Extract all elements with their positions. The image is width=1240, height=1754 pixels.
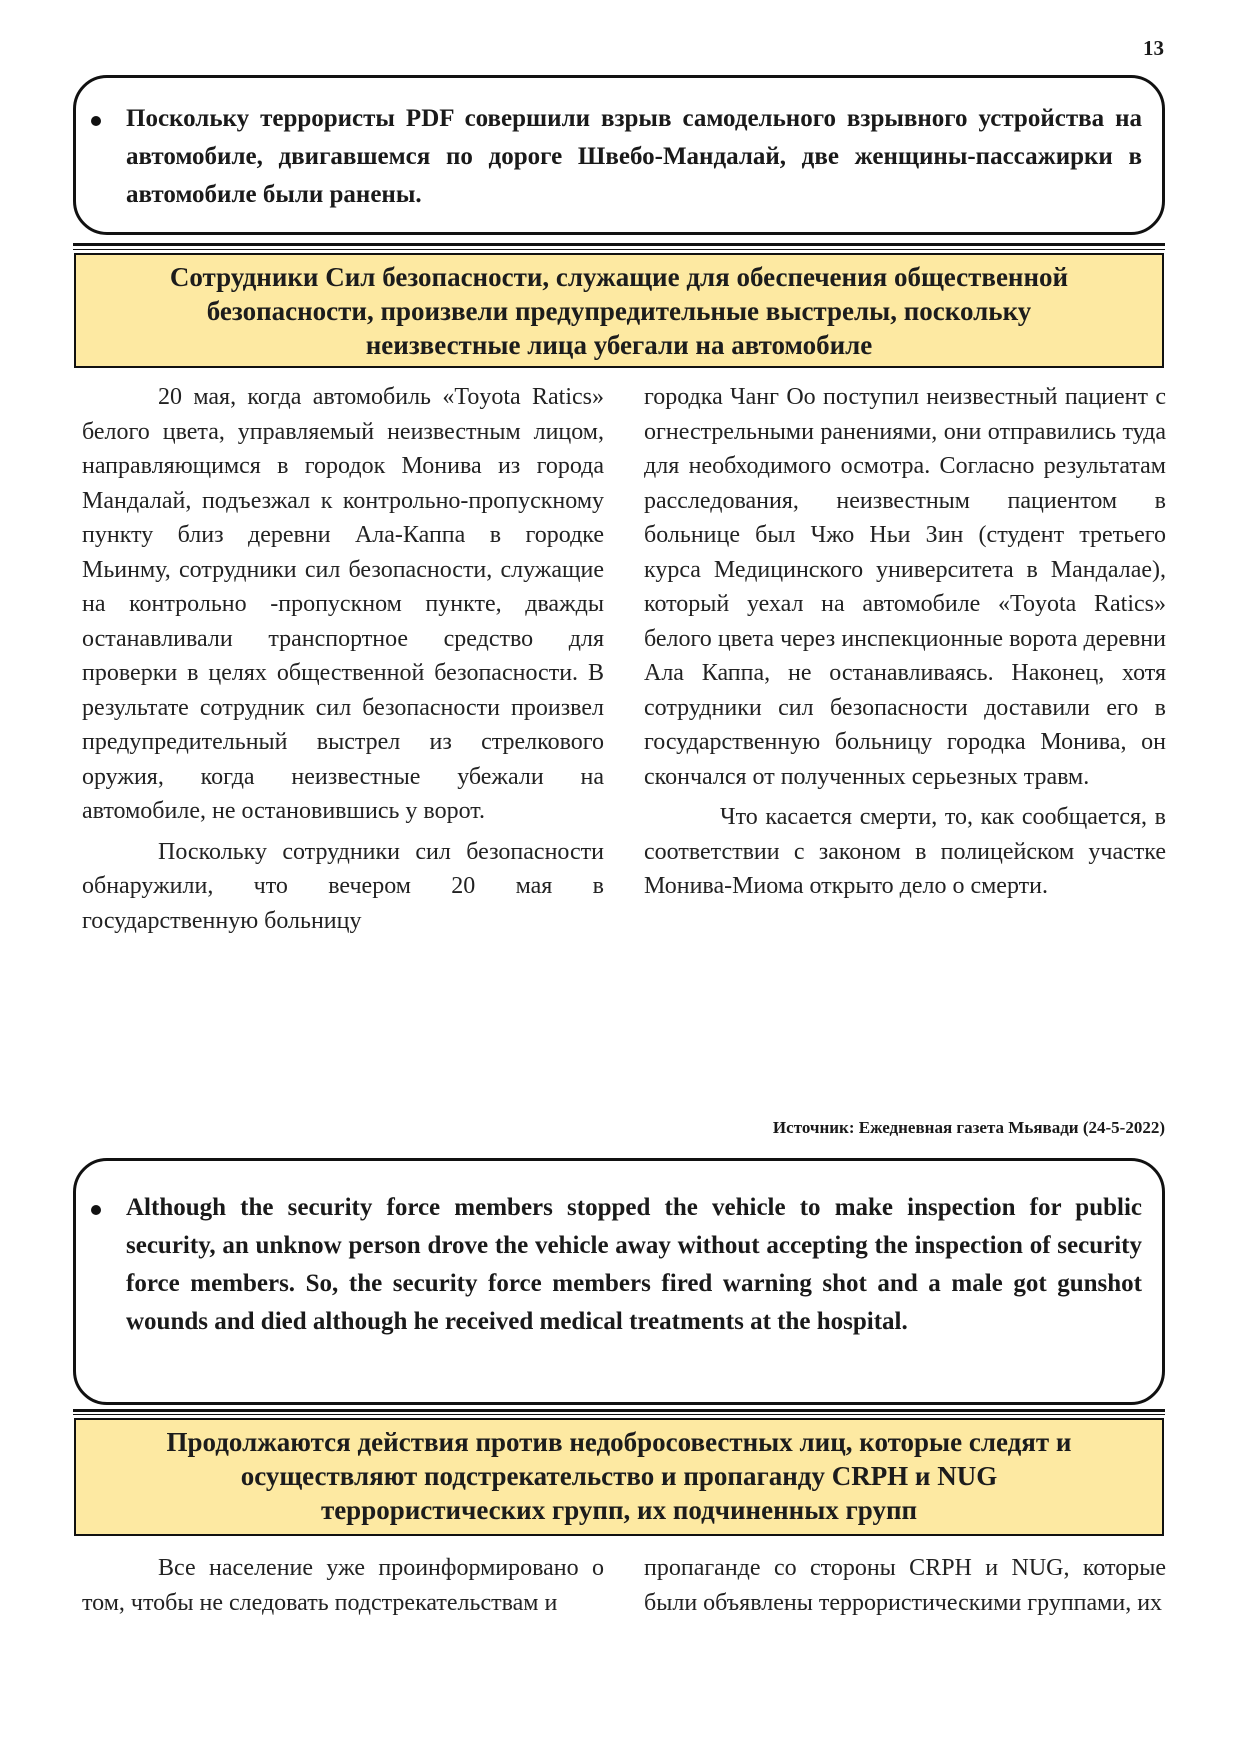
divider-thin bbox=[73, 1414, 1165, 1415]
headline-line: террористических групп, их подчиненных групп bbox=[320, 1495, 918, 1525]
article-column-right bbox=[644, 380, 1166, 904]
article-paragraph: городка Чанг Оо поступил неизвестный пациент с огнестрельными ранениями, они отправились туда для необходимого осмотра. Согласно результатам расследования, неизвестным пациентом в больнице был Чжо Ньи Зин (студент третьего курса Медицинского университета в Мандалае), который уехал на автомобиле «Toyota Ratics» белого цвета через инспекционные ворота деревни Ала Каппа, не останавливаясь. Наконец, хотя сотрудники сил безопасности доставили его в государственную больницу городка Монива, он скончался от полученных серьезных травм. bbox=[644, 384, 1166, 790]
headline-line: безопасности, произвели предупредительные выстрелы, поскольку bbox=[206, 296, 1032, 326]
bullet-icon bbox=[91, 116, 101, 126]
article-column-left bbox=[82, 1551, 604, 1620]
headline-line: неизвестные лица убегали на автомобиле bbox=[365, 330, 873, 360]
article-column-right bbox=[644, 1551, 1166, 1620]
article-paragraph: 20 мая, когда автомобиль «Toyota Ratics» белого цвета, управляемый неизвестным лицом, направляющимся в городок Монива из города Мандалай, подъезжал к контрольно-пропускному пункту близ деревни Ала-Каппа в городке Мьинму, сотрудники сил безопасности, служащие на контрольно -пропускном пункте, дважды останавливали транспортное средство для проверки в целях общественной безопасности. В результате сотрудник сил безопасности произвел предупредительный выстрел из стрелкового оружия, когда неизвестные убежали на автомобиле, не остановившись у ворот. bbox=[82, 384, 604, 824]
headline-line: Сотрудники Сил безопасности, служащие для обеспечения общественной bbox=[169, 262, 1069, 292]
divider bbox=[73, 1409, 1165, 1412]
summary-text-en: Although the security force members stopped the vehicle to make inspection for public security, an unknow person drove the vehicle away without accepting the inspection of security force members. So, the security force members fired warning shot and a male got gunshot wounds and died although he received medical treatments at the hospital. bbox=[126, 1194, 1142, 1335]
summary-box-ru bbox=[73, 75, 1165, 235]
divider-thin bbox=[73, 249, 1165, 250]
headline-line: осуществляют подстрекательство и пропаганду CRPH и NUG bbox=[240, 1461, 998, 1491]
article-paragraph: Поскольку сотрудники сил безопасности обнаружили, что вечером 20 мая в государственную больницу bbox=[82, 838, 604, 934]
article-column-left bbox=[82, 380, 604, 938]
summary-box-en bbox=[73, 1158, 1165, 1405]
source-credit: Источник: Ежедневная газета Мьявади (24-5-2022) bbox=[772, 1118, 1165, 1137]
article-paragraph: Что касается смерти, то, как сообщается, в соответствии с законом в полицейском участке Монива-Миома открыто дело о смерти. bbox=[644, 804, 1166, 899]
article-paragraph: пропаганде со стороны CRPH и NUG, которые были объявлены террористическими группами, их bbox=[644, 1555, 1166, 1616]
summary-text-ru: Поскольку террористы PDF совершили взрыв самодельного взрывного устройства на автомобиле, двигавшемся по дороге Швебо-Мандалай, две женщины-пассажирки в автомобиле были ранены. bbox=[126, 105, 1142, 208]
bullet-icon bbox=[91, 1205, 101, 1215]
article-headline bbox=[74, 253, 1164, 368]
article-paragraph: Все население уже проинформировано о том, чтобы не следовать подстрекательствам и bbox=[82, 1555, 604, 1616]
article-headline bbox=[74, 1418, 1164, 1536]
page-number: 13 bbox=[1143, 36, 1164, 60]
divider bbox=[73, 243, 1165, 246]
headline-line: Продолжаются действия против недобросовестных лиц, которые следят и bbox=[166, 1427, 1072, 1457]
